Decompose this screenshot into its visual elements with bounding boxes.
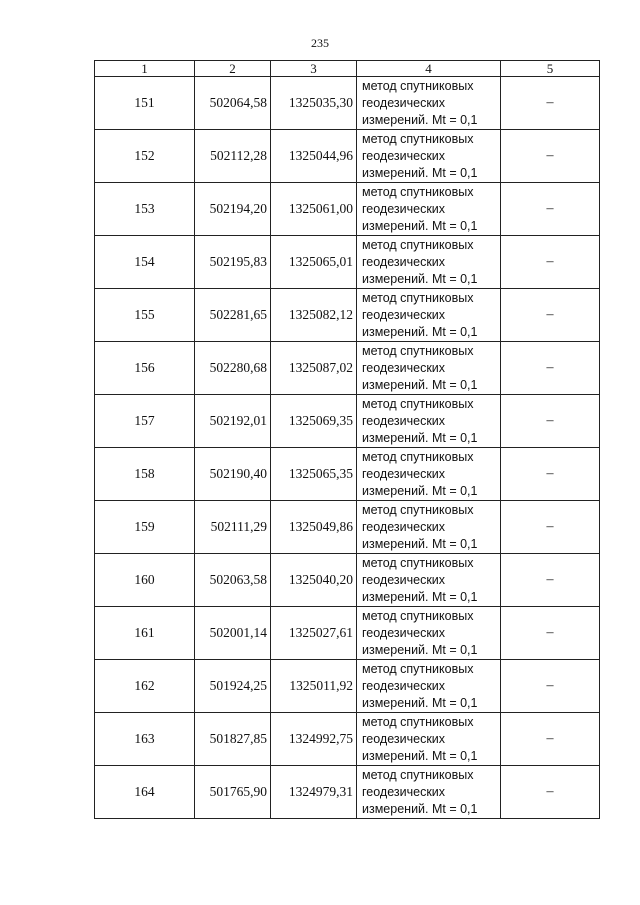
x-coordinate-cell: 502192,01 xyxy=(195,395,271,448)
method-line: измерений. Mt = 0,1 xyxy=(362,165,478,180)
table-row xyxy=(95,607,600,660)
table-row xyxy=(95,236,600,289)
x-coordinate-cell: 501924,25 xyxy=(195,660,271,713)
y-coordinate-cell: 1325065,35 xyxy=(271,448,357,501)
method-line: метод спутниковых xyxy=(362,449,474,464)
point-number-cell: 153 xyxy=(95,183,195,236)
point-number-cell: 164 xyxy=(95,766,195,819)
description-cell: – xyxy=(501,713,600,766)
method-line: измерений. Mt = 0,1 xyxy=(362,430,478,445)
x-coordinate-cell: 502280,68 xyxy=(195,342,271,395)
method-cell xyxy=(357,183,501,236)
method-line: геодезических xyxy=(362,148,446,163)
x-coordinate-cell: 502064,58 xyxy=(195,77,271,130)
method-line: геодезических xyxy=(362,731,446,746)
y-coordinate-cell: 1324992,75 xyxy=(271,713,357,766)
y-coordinate-cell: 1325069,35 xyxy=(271,395,357,448)
point-number-cell: 158 xyxy=(95,448,195,501)
method-line: геодезических xyxy=(362,95,446,110)
y-coordinate-cell: 1325061,00 xyxy=(271,183,357,236)
method-line: измерений. Mt = 0,1 xyxy=(362,324,478,339)
method-line: измерений. Mt = 0,1 xyxy=(362,748,478,763)
method-line: геодезических xyxy=(362,201,446,216)
method-line: геодезических xyxy=(362,678,446,693)
description-cell: – xyxy=(501,501,600,554)
header-col-2: 2 xyxy=(195,61,271,77)
method-line: метод спутниковых xyxy=(362,396,474,411)
table-row xyxy=(95,183,600,236)
method-line: измерений. Mt = 0,1 xyxy=(362,377,478,392)
x-coordinate-cell: 502063,58 xyxy=(195,554,271,607)
method-line: метод спутниковых xyxy=(362,555,474,570)
description-cell: – xyxy=(501,766,600,819)
table-row xyxy=(95,342,600,395)
method-line: измерений. Mt = 0,1 xyxy=(362,801,478,816)
method-cell xyxy=(357,77,501,130)
x-coordinate-cell: 502195,83 xyxy=(195,236,271,289)
method-line: метод спутниковых xyxy=(362,608,474,623)
method-line: измерений. Mt = 0,1 xyxy=(362,483,478,498)
method-line: метод спутниковых xyxy=(362,714,474,729)
method-line: измерений. Mt = 0,1 xyxy=(362,218,478,233)
method-cell xyxy=(357,448,501,501)
method-line: метод спутниковых xyxy=(362,767,474,782)
method-cell xyxy=(357,766,501,819)
table-row xyxy=(95,766,600,819)
table-row xyxy=(95,448,600,501)
method-line: геодезических xyxy=(362,307,446,322)
table-header-row xyxy=(95,61,600,77)
y-coordinate-cell: 1325044,96 xyxy=(271,130,357,183)
method-line: метод спутниковых xyxy=(362,343,474,358)
method-line: измерений. Mt = 0,1 xyxy=(362,271,478,286)
description-cell: – xyxy=(501,77,600,130)
method-cell xyxy=(357,395,501,448)
method-cell xyxy=(357,236,501,289)
description-cell: – xyxy=(501,554,600,607)
x-coordinate-cell: 502281,65 xyxy=(195,289,271,342)
table-row xyxy=(95,554,600,607)
description-cell: – xyxy=(501,448,600,501)
method-line: геодезических xyxy=(362,254,446,269)
table-row xyxy=(95,713,600,766)
header-col-3: 3 xyxy=(271,61,357,77)
x-coordinate-cell: 502190,40 xyxy=(195,448,271,501)
description-cell: – xyxy=(501,607,600,660)
point-number-cell: 163 xyxy=(95,713,195,766)
description-cell: – xyxy=(501,395,600,448)
method-cell xyxy=(357,607,501,660)
method-cell xyxy=(357,289,501,342)
description-cell: – xyxy=(501,236,600,289)
method-line: метод спутниковых xyxy=(362,661,474,676)
point-number-cell: 156 xyxy=(95,342,195,395)
method-line: геодезических xyxy=(362,572,446,587)
x-coordinate-cell: 502001,14 xyxy=(195,607,271,660)
description-cell: – xyxy=(501,289,600,342)
table-row xyxy=(95,395,600,448)
method-cell xyxy=(357,713,501,766)
y-coordinate-cell: 1325082,12 xyxy=(271,289,357,342)
header-col-5: 5 xyxy=(501,61,600,77)
method-line: геодезических xyxy=(362,466,446,481)
description-cell: – xyxy=(501,660,600,713)
method-line: метод спутниковых xyxy=(362,131,474,146)
x-coordinate-cell: 502112,28 xyxy=(195,130,271,183)
point-number-cell: 151 xyxy=(95,77,195,130)
y-coordinate-cell: 1325027,61 xyxy=(271,607,357,660)
table-row xyxy=(95,660,600,713)
point-number-cell: 160 xyxy=(95,554,195,607)
y-coordinate-cell: 1325087,02 xyxy=(271,342,357,395)
header-col-1: 1 xyxy=(95,61,195,77)
table-row xyxy=(95,501,600,554)
description-cell: – xyxy=(501,342,600,395)
method-cell xyxy=(357,342,501,395)
point-number-cell: 155 xyxy=(95,289,195,342)
method-cell xyxy=(357,130,501,183)
method-cell xyxy=(357,660,501,713)
method-line: геодезических xyxy=(362,413,446,428)
y-coordinate-cell: 1325065,01 xyxy=(271,236,357,289)
method-line: метод спутниковых xyxy=(362,290,474,305)
method-line: измерений. Mt = 0,1 xyxy=(362,536,478,551)
method-line: измерений. Mt = 0,1 xyxy=(362,589,478,604)
method-line: геодезических xyxy=(362,784,446,799)
method-line: метод спутниковых xyxy=(362,237,474,252)
header-col-4: 4 xyxy=(357,61,501,77)
description-cell: – xyxy=(501,130,600,183)
point-number-cell: 161 xyxy=(95,607,195,660)
table-row xyxy=(95,77,600,130)
point-number-cell: 159 xyxy=(95,501,195,554)
x-coordinate-cell: 502194,20 xyxy=(195,183,271,236)
y-coordinate-cell: 1325035,30 xyxy=(271,77,357,130)
table-row xyxy=(95,130,600,183)
method-cell xyxy=(357,501,501,554)
point-number-cell: 154 xyxy=(95,236,195,289)
point-number-cell: 162 xyxy=(95,660,195,713)
x-coordinate-cell: 501765,90 xyxy=(195,766,271,819)
method-line: метод спутниковых xyxy=(362,502,474,517)
coordinates-table xyxy=(94,60,600,819)
x-coordinate-cell: 502111,29 xyxy=(195,501,271,554)
y-coordinate-cell: 1325049,86 xyxy=(271,501,357,554)
method-line: геодезических xyxy=(362,625,446,640)
description-cell: – xyxy=(501,183,600,236)
method-line: метод спутниковых xyxy=(362,78,474,93)
method-line: измерений. Mt = 0,1 xyxy=(362,695,478,710)
method-cell xyxy=(357,554,501,607)
y-coordinate-cell: 1325011,92 xyxy=(271,660,357,713)
method-line: измерений. Mt = 0,1 xyxy=(362,642,478,657)
method-line: геодезических xyxy=(362,519,446,534)
y-coordinate-cell: 1325040,20 xyxy=(271,554,357,607)
x-coordinate-cell: 501827,85 xyxy=(195,713,271,766)
method-line: геодезических xyxy=(362,360,446,375)
table-body xyxy=(95,77,600,819)
y-coordinate-cell: 1324979,31 xyxy=(271,766,357,819)
page-number: 235 xyxy=(311,36,329,50)
table-row xyxy=(95,289,600,342)
method-line: измерений. Mt = 0,1 xyxy=(362,112,478,127)
point-number-cell: 152 xyxy=(95,130,195,183)
method-line: метод спутниковых xyxy=(362,184,474,199)
point-number-cell: 157 xyxy=(95,395,195,448)
